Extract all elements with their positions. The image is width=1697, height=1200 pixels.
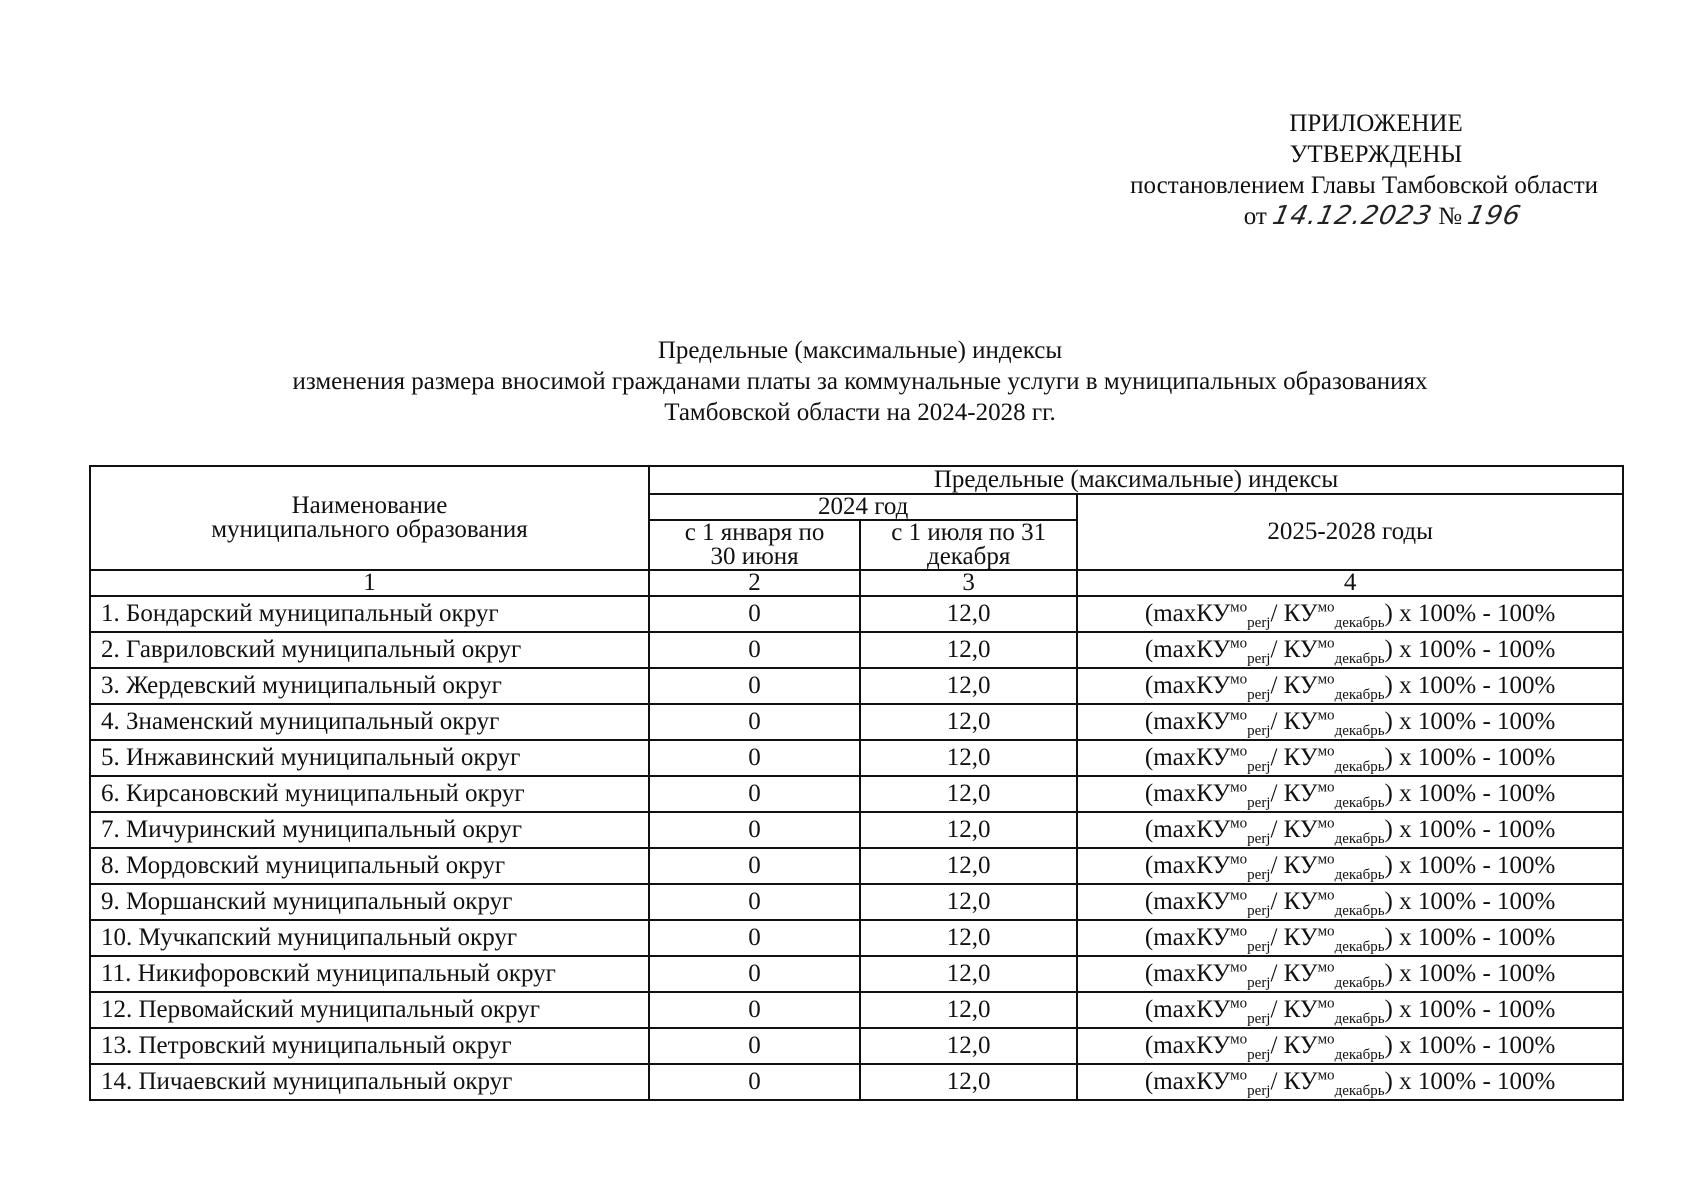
formula-open: (maxКУ <box>1144 1032 1231 1059</box>
indices-table <box>89 465 1624 1101</box>
formula-sub-1: perj <box>1247 1011 1271 1027</box>
formula-sup-1: мо <box>1230 959 1248 976</box>
header-year-2024: 2024 год <box>649 494 1077 520</box>
municipality-name: 4. Знаменский муниципальный округ <box>90 704 649 740</box>
formula-sup-1: мо <box>1230 707 1248 724</box>
formula-cell <box>1077 1028 1623 1064</box>
formula-sub-2: декабрь <box>1334 687 1385 703</box>
formula-sup-2: мо <box>1317 887 1335 904</box>
formula-close: ) х 100% - 100% <box>1384 672 1556 699</box>
index-jan-jun: 0 <box>649 956 860 992</box>
formula-sub-1: perj <box>1247 1083 1271 1099</box>
municipality-name: 3. Жердевский муниципальный округ <box>90 668 649 704</box>
formula-sub-2: декабрь <box>1334 651 1385 667</box>
table-row <box>90 884 1623 920</box>
formula-close: ) х 100% - 100% <box>1384 996 1556 1023</box>
appendix-label: ПРИЛОЖЕНИЕ <box>1289 110 1463 137</box>
formula-open: (maxКУ <box>1144 888 1231 915</box>
municipality-name: 1. Бондарский муниципальный округ <box>90 596 649 632</box>
header-name <box>90 466 649 570</box>
index-jan-jun: 0 <box>649 992 860 1028</box>
decree-line: постановлением Главы Тамбовской области <box>1130 172 1598 199</box>
formula-close: ) х 100% - 100% <box>1384 888 1556 915</box>
col-number-1: 1 <box>90 570 649 596</box>
title-line-1: Предельные (максимальные) индексы <box>657 337 1063 364</box>
formula-sup-2: мо <box>1317 743 1335 760</box>
decree-date-line <box>1038 201 1525 232</box>
index-jan-jun: 0 <box>649 812 860 848</box>
formula-sub-1: perj <box>1247 1047 1271 1063</box>
index-jul-dec: 12,0 <box>860 848 1077 884</box>
formula-sup-1: мо <box>1230 995 1248 1012</box>
formula-cell <box>1077 884 1623 920</box>
formula-sup-1: мо <box>1230 815 1248 832</box>
formula-sup-2: мо <box>1317 815 1335 832</box>
formula-sup-2: мо <box>1317 779 1335 796</box>
index-jan-jun: 0 <box>649 776 860 812</box>
table-row <box>90 776 1623 812</box>
formula-sub-2: декабрь <box>1334 723 1385 739</box>
index-jan-jun: 0 <box>649 920 860 956</box>
formula-sup-1: мо <box>1230 851 1248 868</box>
formula-sup-1: мо <box>1230 671 1248 688</box>
index-jul-dec: 12,0 <box>860 740 1077 776</box>
formula-close: ) х 100% - 100% <box>1384 1068 1556 1095</box>
formula-cell <box>1077 596 1623 632</box>
table-row <box>90 812 1623 848</box>
title-line-3: Тамбовской области на 2024-2028 гг. <box>664 399 1056 426</box>
formula-sub-1: perj <box>1247 903 1271 919</box>
municipality-name: 14. Пичаевский муниципальный округ <box>90 1064 649 1100</box>
number-sign: № <box>1438 203 1463 230</box>
formula-sub-2: декабрь <box>1334 795 1385 811</box>
formula-close: ) х 100% - 100% <box>1384 780 1556 807</box>
formula-sup-2: мо <box>1317 923 1335 940</box>
index-jul-dec: 12,0 <box>860 812 1077 848</box>
formula-sub-1: perj <box>1247 831 1271 847</box>
formula-open: (maxКУ <box>1144 996 1231 1023</box>
formula-mid: / КУ <box>1270 1068 1318 1095</box>
municipality-name: 10. Мучкапский муниципальный округ <box>90 920 649 956</box>
formula-mid: / КУ <box>1270 888 1318 915</box>
formula-close: ) х 100% - 100% <box>1384 636 1556 663</box>
municipality-name: 7. Мичуринский муниципальный округ <box>90 812 649 848</box>
approved-label: УТВЕРЖДЕНЫ <box>1289 141 1463 168</box>
formula-mid: / КУ <box>1270 816 1318 843</box>
formula-cell <box>1077 704 1623 740</box>
formula-sup-1: мо <box>1230 599 1248 616</box>
formula-mid: / КУ <box>1270 708 1318 735</box>
header-name-text: Наименование муниципального образования <box>211 492 528 543</box>
formula-open: (maxКУ <box>1144 924 1231 951</box>
header-row-1 <box>90 466 1623 494</box>
col-number-2: 2 <box>649 570 860 596</box>
municipality-name: 9. Моршанский муниципальный округ <box>90 884 649 920</box>
formula-close: ) х 100% - 100% <box>1384 744 1556 771</box>
formula-sup-1: мо <box>1230 887 1248 904</box>
index-jul-dec: 12,0 <box>860 956 1077 992</box>
formula-sub-2: декабрь <box>1334 831 1385 847</box>
column-number-row <box>90 570 1623 596</box>
header-period-1 <box>649 520 860 570</box>
col-number-4: 4 <box>1077 570 1623 596</box>
formula-sub-2: декабрь <box>1334 1083 1385 1099</box>
formula-cell <box>1077 956 1623 992</box>
formula-sub-2: декабрь <box>1334 867 1385 883</box>
formula-sup-1: мо <box>1230 1067 1248 1084</box>
formula-sub-1: perj <box>1247 759 1271 775</box>
handwritten-number: 196 <box>1465 201 1525 231</box>
formula-sup-2: мо <box>1317 635 1335 652</box>
formula-sub-1: perj <box>1247 651 1271 667</box>
formula-sub-2: декабрь <box>1334 975 1385 991</box>
formula-mid: / КУ <box>1270 852 1318 879</box>
formula-open: (maxКУ <box>1144 708 1231 735</box>
index-jan-jun: 0 <box>649 596 860 632</box>
formula-sub-2: декабрь <box>1334 1011 1385 1027</box>
table-row <box>90 992 1623 1028</box>
formula-close: ) х 100% - 100% <box>1384 852 1556 879</box>
formula-open: (maxКУ <box>1144 744 1231 771</box>
table-row <box>90 632 1623 668</box>
table-row <box>90 848 1623 884</box>
index-jul-dec: 12,0 <box>860 596 1077 632</box>
formula-open: (maxКУ <box>1144 780 1231 807</box>
index-jul-dec: 12,0 <box>860 704 1077 740</box>
header-years-2025-2028: 2025-2028 годы <box>1077 494 1623 570</box>
header-group: Предельные (максимальные) индексы <box>649 466 1623 494</box>
formula-close: ) х 100% - 100% <box>1384 1032 1556 1059</box>
formula-cell <box>1077 632 1623 668</box>
index-jan-jun: 0 <box>649 884 860 920</box>
formula-sub-1: perj <box>1247 795 1271 811</box>
formula-sup-2: мо <box>1317 671 1335 688</box>
index-jul-dec: 12,0 <box>860 632 1077 668</box>
formula-sup-1: мо <box>1230 923 1248 940</box>
index-jul-dec: 12,0 <box>860 992 1077 1028</box>
formula-close: ) х 100% - 100% <box>1384 600 1556 627</box>
index-jan-jun: 0 <box>649 632 860 668</box>
formula-mid: / КУ <box>1270 960 1318 987</box>
formula-mid: / КУ <box>1270 996 1318 1023</box>
header-period-1-text: с 1 января по 30 июня <box>684 519 825 570</box>
index-jan-jun: 0 <box>649 668 860 704</box>
formula-open: (maxКУ <box>1144 1068 1231 1095</box>
formula-close: ) х 100% - 100% <box>1384 960 1556 987</box>
table-row <box>90 740 1623 776</box>
index-jan-jun: 0 <box>649 1064 860 1100</box>
date-prefix: от <box>1243 203 1267 230</box>
formula-sup-1: мо <box>1230 743 1248 760</box>
appendix-block <box>1038 108 1598 232</box>
formula-sub-1: perj <box>1247 975 1271 991</box>
index-jul-dec: 12,0 <box>860 776 1077 812</box>
formula-sub-2: декабрь <box>1334 903 1385 919</box>
formula-open: (maxКУ <box>1144 960 1231 987</box>
formula-close: ) х 100% - 100% <box>1384 816 1556 843</box>
formula-sub-2: декабрь <box>1334 615 1385 631</box>
formula-open: (maxКУ <box>1144 600 1231 627</box>
formula-cell <box>1077 1064 1623 1100</box>
index-jul-dec: 12,0 <box>860 920 1077 956</box>
formula-sub-2: декабрь <box>1334 1047 1385 1063</box>
table-row <box>90 596 1623 632</box>
formula-close: ) х 100% - 100% <box>1384 924 1556 951</box>
formula-mid: / КУ <box>1270 780 1318 807</box>
document-title <box>90 335 1630 428</box>
formula-cell <box>1077 812 1623 848</box>
formula-mid: / КУ <box>1270 1032 1318 1059</box>
header-period-2 <box>860 520 1077 570</box>
formula-cell <box>1077 848 1623 884</box>
municipality-name: 6. Кирсановский муниципальный округ <box>90 776 649 812</box>
formula-mid: / КУ <box>1270 636 1318 663</box>
index-jan-jun: 0 <box>649 704 860 740</box>
formula-cell <box>1077 776 1623 812</box>
formula-cell <box>1077 992 1623 1028</box>
formula-sub-1: perj <box>1247 615 1271 631</box>
municipality-name: 12. Первомайский муниципальный округ <box>90 992 649 1028</box>
index-jul-dec: 12,0 <box>860 884 1077 920</box>
formula-close: ) х 100% - 100% <box>1384 708 1556 735</box>
formula-sup-2: мо <box>1317 599 1335 616</box>
formula-sup-2: мо <box>1317 959 1335 976</box>
index-jul-dec: 12,0 <box>860 1064 1077 1100</box>
formula-sup-1: мо <box>1230 779 1248 796</box>
formula-sub-2: декабрь <box>1334 759 1385 775</box>
table-row <box>90 1028 1623 1064</box>
table-row <box>90 668 1623 704</box>
formula-sup-2: мо <box>1317 851 1335 868</box>
table-row <box>90 956 1623 992</box>
formula-sub-1: perj <box>1247 939 1271 955</box>
formula-cell <box>1077 668 1623 704</box>
formula-open: (maxКУ <box>1144 672 1231 699</box>
formula-sup-2: мо <box>1317 995 1335 1012</box>
formula-cell <box>1077 920 1623 956</box>
municipality-name: 2. Гавриловский муниципальный округ <box>90 632 649 668</box>
formula-sup-2: мо <box>1317 1067 1335 1084</box>
col-number-3: 3 <box>860 570 1077 596</box>
formula-sub-1: perj <box>1247 723 1271 739</box>
formula-sup-1: мо <box>1230 1031 1248 1048</box>
index-jul-dec: 12,0 <box>860 668 1077 704</box>
municipality-name: 11. Никифоровский муниципальный округ <box>90 956 649 992</box>
formula-mid: / КУ <box>1270 672 1318 699</box>
index-jan-jun: 0 <box>649 848 860 884</box>
index-jan-jun: 0 <box>649 740 860 776</box>
formula-cell <box>1077 740 1623 776</box>
header-period-2-text: с 1 июля по 31 декабря <box>891 519 1047 570</box>
table-row <box>90 704 1623 740</box>
municipality-name: 8. Мордовский муниципальный округ <box>90 848 649 884</box>
handwritten-date: 14.12.2023 <box>1270 201 1436 231</box>
formula-sub-1: perj <box>1247 687 1271 703</box>
formula-open: (maxКУ <box>1144 852 1231 879</box>
formula-sup-2: мо <box>1317 707 1335 724</box>
formula-mid: / КУ <box>1270 924 1318 951</box>
index-jul-dec: 12,0 <box>860 1028 1077 1064</box>
formula-sub-1: perj <box>1247 867 1271 883</box>
formula-sub-2: декабрь <box>1334 939 1385 955</box>
formula-open: (maxКУ <box>1144 636 1231 663</box>
formula-sup-2: мо <box>1317 1031 1335 1048</box>
formula-mid: / КУ <box>1270 600 1318 627</box>
title-line-2: изменения размера вносимой гражданами платы за коммунальные услуги в муниципальных образованиях <box>292 368 1428 395</box>
formula-open: (maxКУ <box>1144 816 1231 843</box>
municipality-name: 13. Петровский муниципальный округ <box>90 1028 649 1064</box>
formula-sup-1: мо <box>1230 635 1248 652</box>
index-jan-jun: 0 <box>649 1028 860 1064</box>
municipality-name: 5. Инжавинский муниципальный округ <box>90 740 649 776</box>
table-row <box>90 920 1623 956</box>
formula-mid: / КУ <box>1270 744 1318 771</box>
table-row <box>90 1064 1623 1100</box>
